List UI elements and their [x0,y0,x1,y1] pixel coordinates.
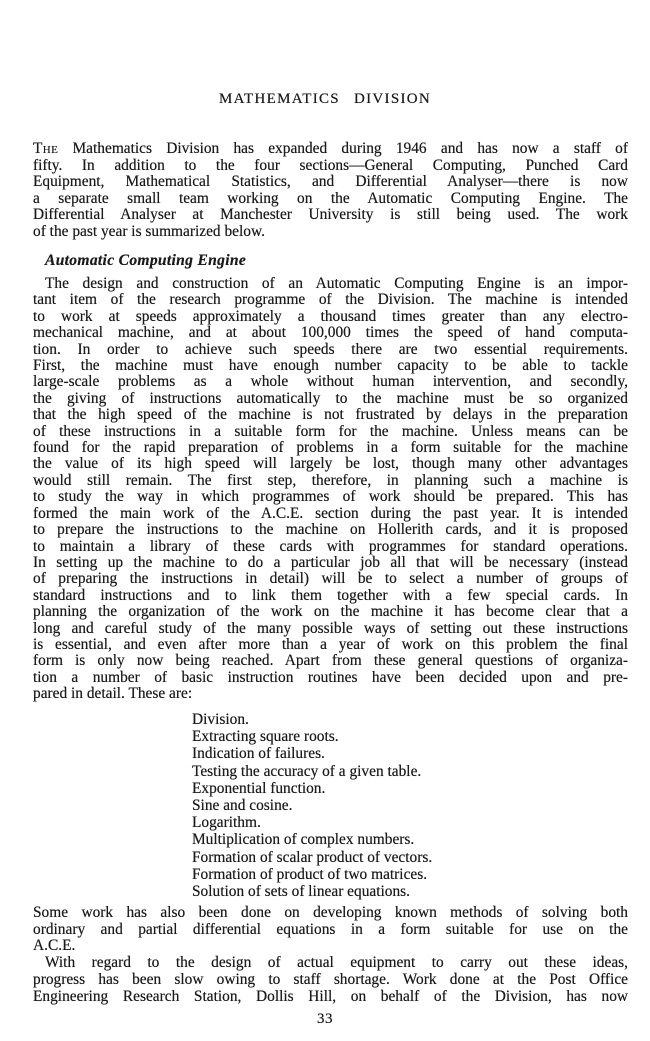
routine-item: Logarithm. [192,814,261,832]
text-line: of these instructions in a suitable form for the machine. Unless means can be [33,422,628,440]
text-line: to maintain a library of these cards with programmes for standard operations. [33,537,628,555]
routine-item: Division. [192,711,249,728]
text-line: ordinary and partial differential equations in a form suitable for use on the [33,920,628,938]
text-line: progress has been slow owing to staff shortage. Work done at the Post Office [33,970,628,988]
text-line: the giving of instructions automatically to the machine must be so organized [33,389,628,407]
ace-paragraph [33,276,628,703]
first-line-text: Mathematics Division has expanded during 1946 and has now a staff of [72,140,628,157]
text-line: First, the machine must have enough number capacity to be able to tackle [33,357,628,375]
text-line: form is only now being reached. Apart from these general questions of organiza- [33,652,628,670]
text-line: standard instructions and to link them together with a few special cards. In [33,586,628,604]
text-line: mechanical machine, and at about 100,000 times the speed of hand computa- [33,324,628,342]
text-line: the value of its high speed will largely be lost, though many other advantages [33,455,628,473]
text-line: planning the organization of the work on the machine it has become clear that a [33,603,628,621]
routine-item: Solution of sets of linear equations. [192,883,411,901]
text-line: tion. In order to achieve such speeds there are two essential requirements. [33,340,628,358]
intro-lines [33,158,628,241]
text-line: to work at speeds approximately a thousand times greater than any electro- [33,307,628,325]
text-line: tant item of the research programme of the Division. The machine is intended [33,291,628,309]
text-line: A.C.E. [33,937,76,955]
routine-item: Multiplication of complex numbers. [192,831,415,849]
routine-item: Exponential function. [192,779,326,797]
text-line: Equipment, Mathematical Statistics, and Differential Analyser—there is now [33,173,628,190]
routine-item: Indication of failures. [192,745,325,763]
text-line: of the past year is summarized below. [33,222,265,240]
text-line: With regard to the design of actual equipment to carry out these ideas, [45,954,628,972]
text-line: would still remain. The first step, therefore, in planning such a machine is [33,471,628,489]
text-line: a separate small team working on the Automatic Computing Engine. The [33,189,628,207]
text-line: Engineering Research Station, Dollis Hill, on behalf of the Division, has now [33,987,628,1005]
routine-item: Formation of product of two matrices. [192,865,428,883]
routine-item: Sine and cosine. [192,797,293,815]
text-line: Differential Analyser at Manchester University is still being used. The work [33,206,628,223]
text-line: found for the rapid preparation of problems in a form suitable for the machine [33,439,628,457]
text-line [33,141,628,158]
page-title: MATHEMATICS DIVISION [218,91,432,107]
text-line: In setting up the machine to do a particular job all that will be necessary (instead [33,553,628,571]
text-line: pared in detail. These are: [33,685,193,703]
text-line: of preparing the instructions in detail) will be to select a number of groups of [33,570,628,588]
routine-list [192,711,532,900]
text-line: Some work has also been done on developing known methods of solving both [33,904,628,921]
closing-paragraphs [33,905,628,1005]
text-line: fifty. In addition to the four sections—General Computing, Punched Card [33,156,628,174]
text-line: The design and construction of an Automatic Computing Engine is an impor- [45,275,628,292]
routine-item: Formation of scalar product of vectors. [192,848,433,866]
section-heading: Automatic Computing Engine [45,252,247,269]
text-line: large-scale problems as a whole without human intervention, and secondly, [33,373,628,391]
text-line: formed the main work of the A.C.E. section during the past year. It is intended [33,504,628,522]
lead-word: The [33,140,59,157]
text-line: is essential, and even after more than a year of work on this problem the final [33,635,628,653]
text-line: to prepare the instructions to the machine on Hollerith cards, and it is proposed [33,521,628,539]
routine-item: Extracting square roots. [192,728,339,746]
text-line: that the high speed of the machine is not frustrated by delays in the preparation [33,406,628,424]
page-number: 33 [317,1011,333,1027]
text-line: to study the way in which programmes of work should be prepared. This has [33,488,628,506]
text-line: tion a number of basic instruction routines have been decided upon and pre- [33,668,628,686]
routine-item: Testing the accuracy of a given table. [192,762,422,780]
text-line: long and careful study of the many possible ways of setting out these instructions [33,619,628,637]
intro-paragraph [33,141,628,240]
